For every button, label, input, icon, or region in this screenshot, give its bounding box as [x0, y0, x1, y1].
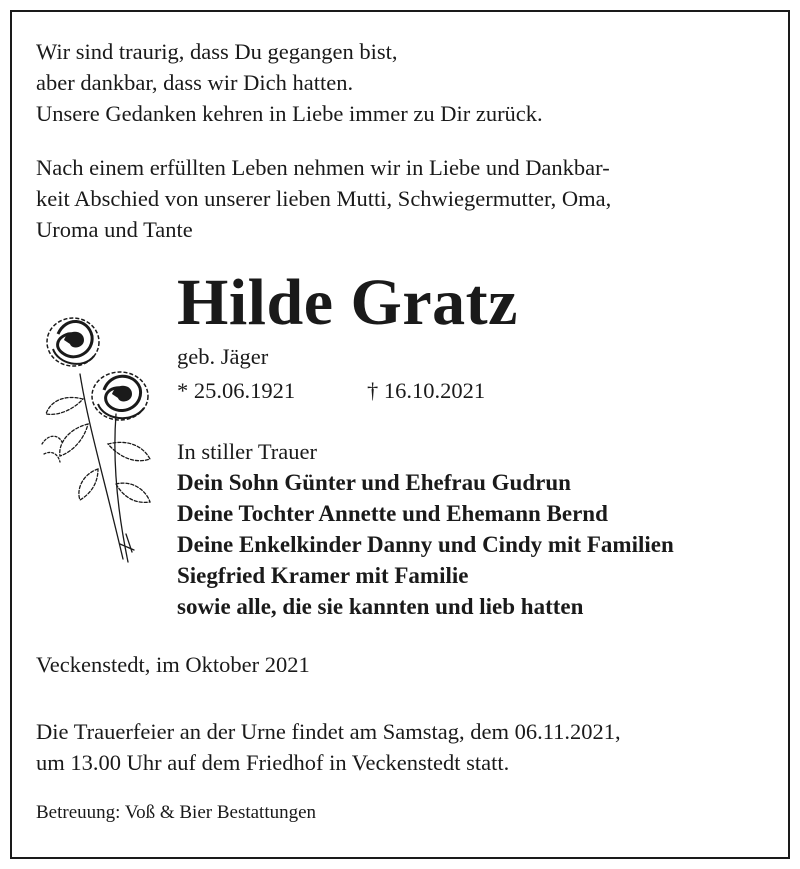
place-date: Veckenstedt, im Oktober 2021	[36, 652, 310, 677]
rose-flower	[47, 318, 99, 366]
maiden-name: geb. Jäger	[177, 344, 269, 369]
roses-illustration	[28, 304, 158, 569]
deceased-name: Hilde Gratz	[177, 266, 518, 339]
poem-line: Wir sind traurig, dass Du gegangen bist,	[36, 39, 398, 64]
funeral-line: um 13.00 Uhr auf dem Friedhof in Veckenstedt statt.	[36, 750, 510, 775]
poem-line: Unsere Gedanken kehren in Liebe immer zu Dir zurück.	[36, 101, 543, 126]
funeral-line: Die Trauerfeier an der Urne findet am Samstag, dem 06.11.2021,	[36, 719, 621, 744]
rose-stem	[80, 374, 123, 559]
poem	[36, 36, 543, 129]
intro-line: keit Abschied von unserer lieben Mutti, Schwiegermutter, Oma,	[36, 186, 612, 211]
mourners	[177, 436, 674, 622]
rose-flower	[92, 372, 148, 420]
birth-date: * 25.06.1921	[177, 378, 296, 403]
mourners-heading: In stiller Trauer	[177, 439, 317, 464]
poem-line: aber dankbar, dass wir Dich hatten.	[36, 70, 354, 95]
mourner-line: Deine Tochter Annette und Ehemann Bernd	[177, 501, 608, 526]
life-dates	[177, 376, 486, 406]
mourner-line: Deine Enkelkinder Danny und Cindy mit Familien	[177, 532, 674, 557]
mourner-line: sowie alle, die sie kannten und lieb hatten	[177, 594, 584, 619]
obituary-frame	[10, 10, 790, 859]
funeral-info	[36, 716, 621, 778]
mourner-line: Dein Sohn Günter und Ehefrau Gudrun	[177, 470, 571, 495]
death-date: † 16.10.2021	[367, 378, 486, 403]
intro-text	[36, 152, 762, 245]
funeral-home: Betreuung: Voß & Bier Bestattungen	[36, 802, 317, 823]
rose-stem	[115, 414, 128, 562]
intro-line: Uroma und Tante	[36, 217, 193, 242]
mourner-line: Siegfried Kramer mit Familie	[177, 563, 469, 588]
intro-line: Nach einem erfüllten Leben nehmen wir in Liebe und Dankbar-	[36, 155, 610, 180]
